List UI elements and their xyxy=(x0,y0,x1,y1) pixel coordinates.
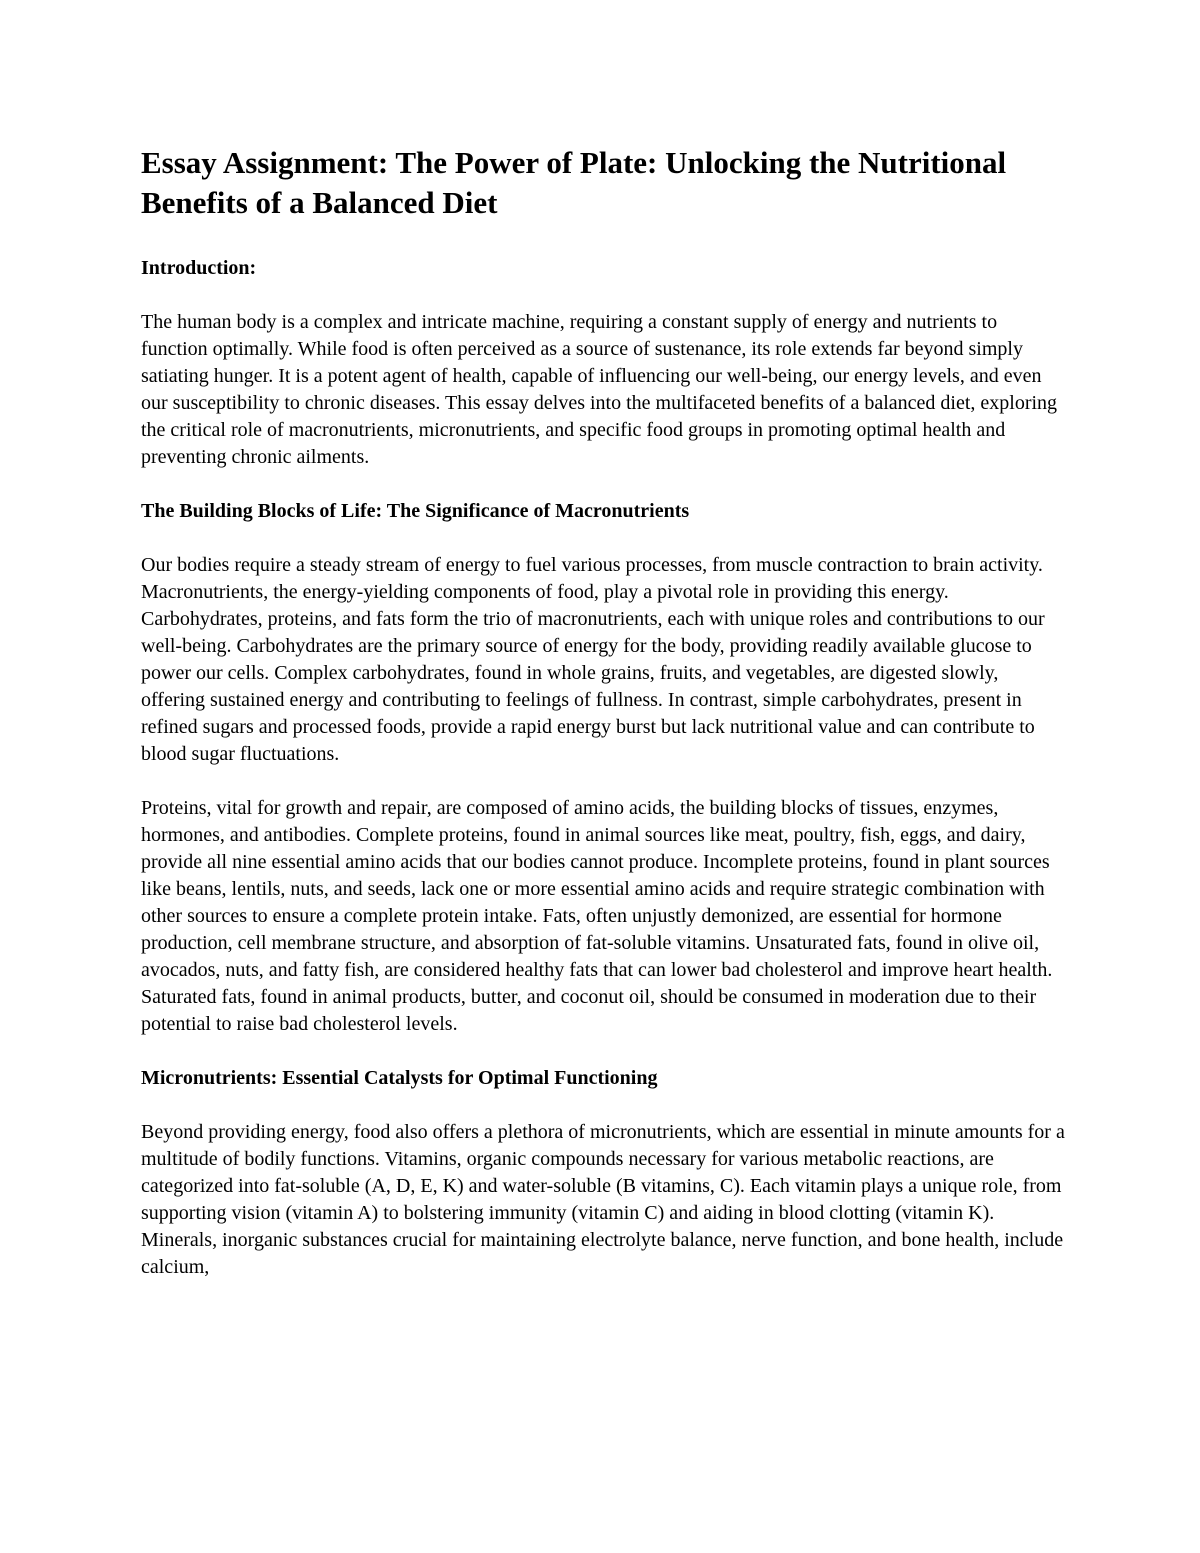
document-title: Essay Assignment: The Power of Plate: Unlocking the Nutritional Benefits of a Balanced Diet xyxy=(141,145,1007,220)
intro-heading: Introduction: xyxy=(141,257,257,279)
intro-paragraph: The human body is a complex and intricate machine, requiring a constant supply of energy and nutrients to function optimally. While food is often perceived as a source of sustenance, its role extends far beyond simply satiating hunger. It is a potent agent of health, capable of influencing our well-being, our energy levels, and even our susceptibility to chronic diseases. This essay delves into the multifaceted benefits of a balanced diet, exploring the critical role of macronutrients, micronutrients, and specific food groups in promoting optimal health and preventing chronic ailments. xyxy=(141,311,1058,468)
macronutrients-heading: The Building Blocks of Life: The Significance of Macronutrients xyxy=(141,500,690,522)
macronutrients-paragraph-1: Our bodies require a steady stream of energy to fuel various processes, from muscle contraction to brain activity. Macronutrients, the energy-yielding components of food, play a pivotal role in providing this energy. Carbohydrates, proteins, and fats form the trio of macronutrients, each with unique roles and contributions to our well-being. Carbohydrates are the primary source of energy for the body, providing readily available glucose to power our cells. Complex carbohydrates, found in whole grains, fruits, and vegetables, are digested slowly, offering sustained energy and contributing to feelings of fullness. In contrast, simple carbohydrates, present in refined sugars and processed foods, provide a rapid energy burst but lack nutritional value and can contribute to blood sugar fluctuations. xyxy=(141,554,1045,765)
macronutrients-paragraph-2: Proteins, vital for growth and repair, are composed of amino acids, the building blocks of tissues, enzymes, hormones, and antibodies. Complete proteins, found in animal sources like meat, poultry, fish, eggs, and dairy, provide all nine essential amino acids that our bodies cannot produce. Incomplete proteins, found in plant sources like beans, lentils, nuts, and seeds, lack one or more essential amino acids and require strategic combination with other sources to ensure a complete protein intake. Fats, often unjustly demonized, are essential for hormone production, cell membrane structure, and absorption of fat-soluble vitamins. Unsaturated fats, found in olive oil, avocados, nuts, and fatty fish, are considered healthy fats that can lower bad cholesterol and improve heart health. Saturated fats, found in animal products, butter, and coconut oil, should be consumed in moderation due to their potential to raise bad cholesterol levels. xyxy=(141,797,1053,1035)
micronutrients-heading: Micronutrients: Essential Catalysts for Optimal Functioning xyxy=(141,1067,658,1089)
document-page xyxy=(141,143,1066,1308)
micronutrients-paragraph: Beyond providing energy, food also offers a plethora of micronutrients, which are essential in minute amounts for a multitude of bodily functions. Vitamins, organic compounds necessary for various metabolic reactions, are categorized into fat-soluble (A, D, E, K) and water-soluble (B vitamins, C). Each vitamin plays a unique role, from supporting vision (vitamin A) to bolstering immunity (vitamin C) and aiding in blood clotting (vitamin K). Minerals, inorganic substances crucial for maintaining electrolyte balance, nerve function, and bone health, include calcium, xyxy=(141,1121,1065,1278)
